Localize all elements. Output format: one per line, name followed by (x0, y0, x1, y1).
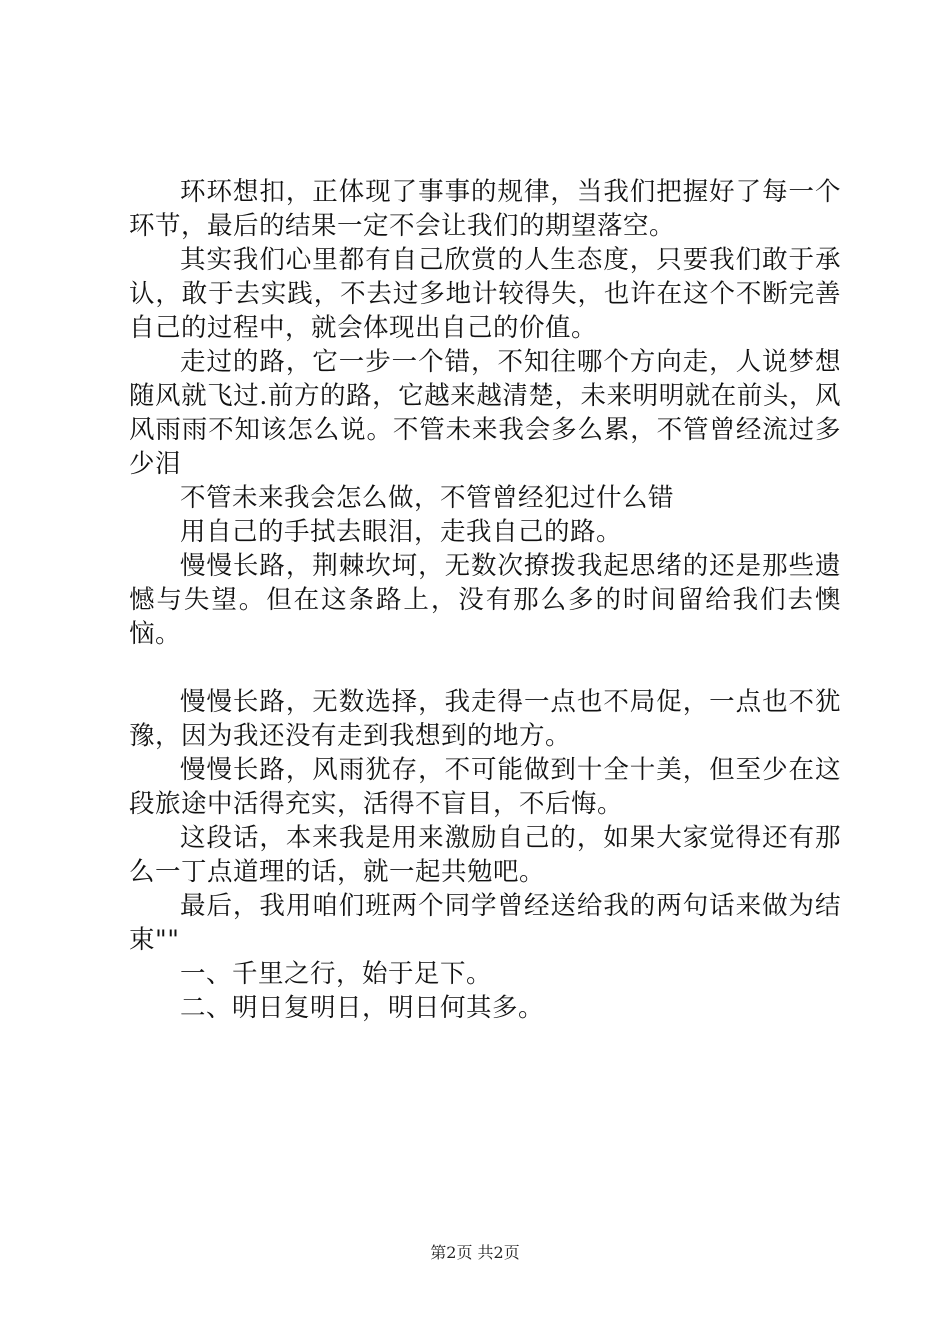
page-footer (0, 1243, 950, 1263)
paragraph-7: 慢慢长路，无数选择，我走得一点也不局促，一点也不犹豫，因为我还没有走到我想到的地方。 (129, 687, 841, 751)
paragraph-6: 慢慢长路，荆棘坎坷，无数次撩拨我起思绪的还是那些遗憾与失望。但在这条路上，没有那么多的时间留给我们去懊恼。 (129, 551, 841, 649)
paragraph-1: 环环想扣，正体现了事事的规律，当我们把握好了每一个环节，最后的结果一定不会让我们的期望落空。 (129, 177, 841, 241)
document-body (129, 175, 841, 1025)
paragraph-2: 其实我们心里都有自己欣赏的人生态度，只要我们敢于承认，敢于去实践，不去过多地计较得失，也许在这个不断完善自己的过程中，就会体现出自己的价值。 (129, 245, 841, 343)
paragraph-9: 这段话，本来我是用来激励自己的，如果大家觉得还有那么一丁点道理的话，就一起共勉吧。 (129, 823, 841, 887)
paragraph-8: 慢慢长路，风雨犹存，不可能做到十全十美，但至少在这段旅途中活得充实，活得不盲目，不后悔。 (129, 755, 841, 819)
paragraph-3: 走过的路，它一步一个错，不知往哪个方向走，人说梦想随风就飞过.前方的路，它越来越清楚，未来明明就在前头，风风雨雨不知该怎么说。不管未来我会多么累，不管曾经流过多少泪 (129, 347, 841, 479)
paragraph-12: 二、明日复明日，明日何其多。 (180, 993, 545, 1023)
paragraph-5: 用自己的手拭去眼泪，走我自己的路。 (180, 517, 623, 547)
paragraph-10: 最后，我用咱们班两个同学曾经送给我的两句话来做为结束"" (129, 891, 841, 955)
page-number-label: 第2页 共2页 (430, 1243, 520, 1262)
paragraph-4: 不管未来我会怎么做，不管曾经犯过什么错 (180, 483, 675, 513)
paragraph-11: 一、千里之行，始于足下。 (180, 959, 493, 989)
